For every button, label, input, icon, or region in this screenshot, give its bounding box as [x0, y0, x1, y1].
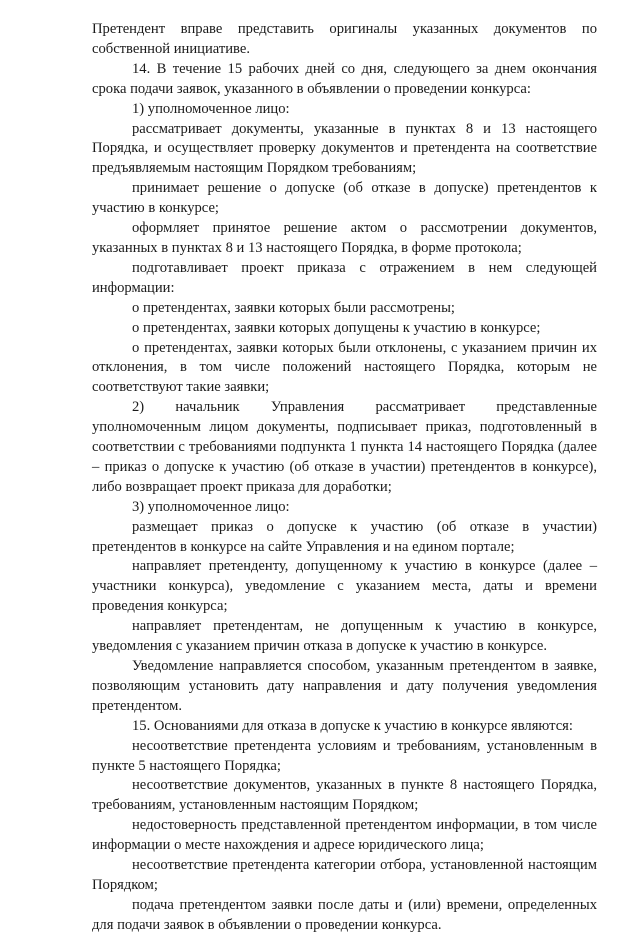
paragraph-ground-false-information: недостоверность представленной претендентом информации, в том числе информации о месте нахождения и адресе юридического лица; — [92, 817, 597, 854]
paragraph-ground-documents: несоответствие документов, указанных в пункте 8 настоящего Порядка, требованиям, установленным настоящим Порядком; — [92, 777, 597, 814]
paragraph-applicants-admitted: о претендентах, заявки которых допущены к участию в конкурсе; — [132, 319, 541, 336]
paragraph-applicants-reviewed: о претендентах, заявки которых были рассмотрены; — [132, 299, 455, 316]
paragraph-applicants-rejected: о претендентах, заявки которых были отклонены, с указанием причин их отклонения, в том числе положений настоящего Порядка, которым не соответствуют такие заявки; — [92, 339, 597, 396]
paragraph-notifies-rejected: направляет претендентам, не допущенным к участию в конкурсе, уведомления с указанием причин отказа в допуске к участию в конкурсе. — [92, 618, 597, 655]
document-body — [92, 20, 597, 936]
paragraph-reviews-documents: рассматривает документы, указанные в пунктах 8 и 13 настоящего Порядка, и осуществляет проверку документов и претендента на соответствие предъявляемым настоящим Порядком требованиям; — [92, 120, 597, 177]
paragraph-draft-order: подготавливает проект приказа с отражением в нем следующей информации: — [92, 259, 597, 296]
paragraph-authorized-person-1: 1) уполномоченное лицо: — [132, 100, 290, 117]
paragraph-protocol: оформляет принятое решение актом о рассмотрении документов, указанных в пунктах 8 и 13 настоящего Порядка, в форме протокола; — [92, 220, 597, 256]
paragraph-admission-decision: принимает решение о допуске (об отказе в допуске) претендентов к участию в конкурсе; — [92, 180, 597, 217]
paragraph-publishes-order: размещает приказ о допуске к участию (об отказе в участии) претендентов в конкурсе на сайте Управления и на едином портале; — [92, 518, 597, 555]
paragraph-ground-late-submission: подача претендентом заявки после даты и (или) времени, определенных для подачи заявок в объявлении о проведении конкурса. — [92, 896, 597, 933]
paragraph-clause-14: 14. В течение 15 рабочих дней со дня, следующего за днем окончания срока подачи заявок, указанного в объявлении о проведении конкурса: — [92, 60, 597, 97]
paragraph-authorized-person-3: 3) уполномоченное лицо: — [132, 498, 290, 515]
paragraph-notification-method: Уведомление направляется способом, указанным претендентом в заявке, позволяющим установить дату направления и дату получения уведомления претендентом. — [92, 658, 597, 714]
paragraph-head-of-department-2: 2) начальник Управления рассматривает представленные уполномоченным лицом документы, подписывает приказ, подготовленный в соответствии с требованиями подпункта 1 пункта 14 настоящего Порядка (далее – приказ о допуске к участию (об отказе в участии) претендентов в конкурсе), либо возвращает проект приказа для доработки; — [92, 399, 597, 495]
paragraph-notifies-participants: направляет претенденту, допущенному к участию в конкурсе (далее – участники конкурса), уведомление с указанием места, даты и времени проведения конкурса; — [92, 558, 597, 615]
paragraph-ground-category: несоответствие претендента категории отбора, установленной настоящим Порядком; — [92, 857, 597, 893]
paragraph-clause-15: 15. Основаниями для отказа в допуске к участию в конкурсе являются: — [132, 717, 573, 734]
paragraph-ground-conditions: несоответствие претендента условиям и требованиям, установленным в пункте 5 настоящего Порядка; — [92, 737, 597, 774]
paragraph-documents-initiative: Претендент вправе представить оригиналы указанных документов по собственной инициативе. — [92, 21, 597, 57]
